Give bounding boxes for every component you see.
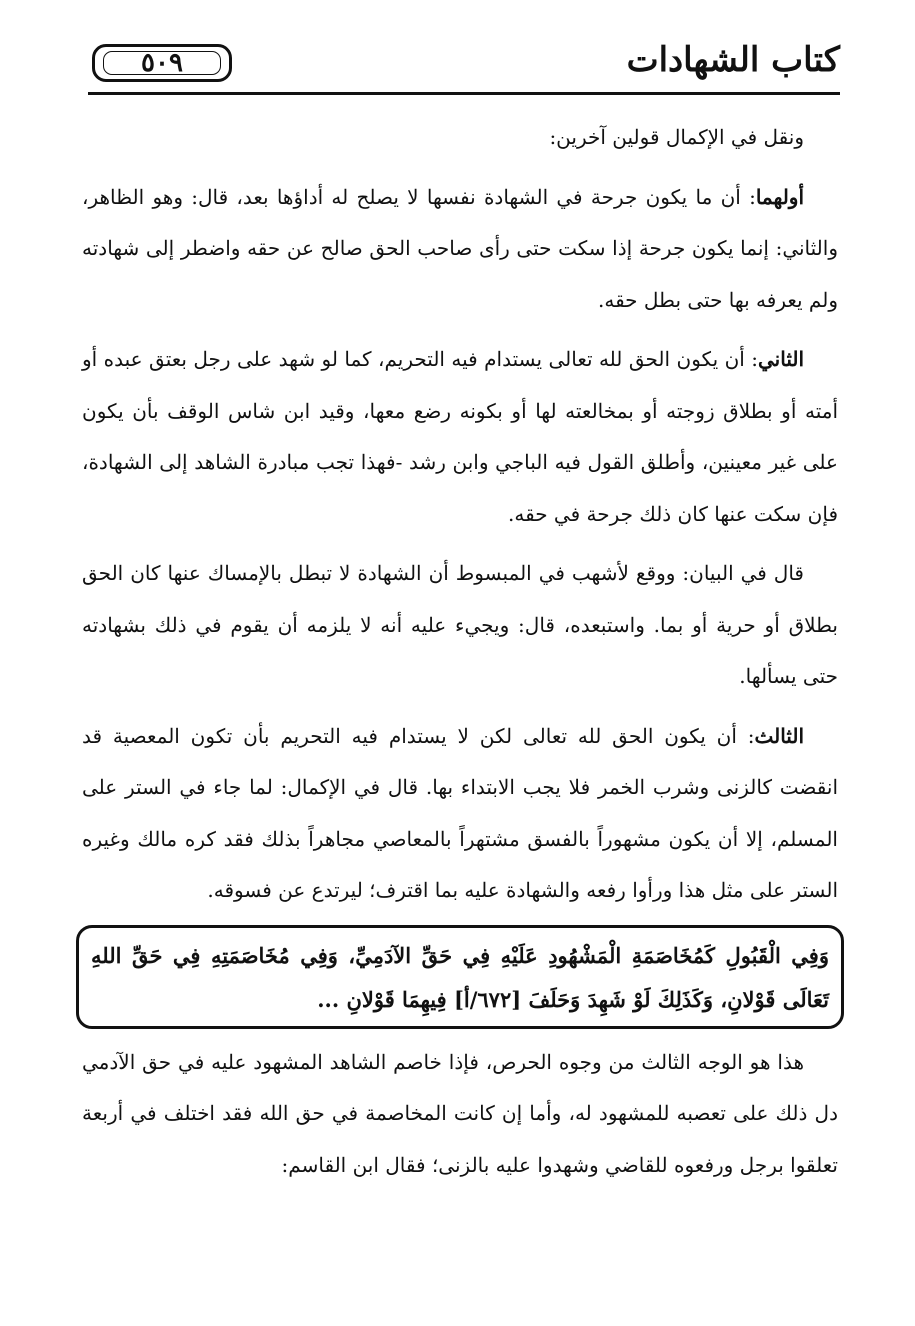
matn-box: [76, 925, 844, 1029]
paragraph-text: : أن يكون الحق لله تعالى لكن لا يستدام فيه التحريم بأن تكون المعصية قد انقضت كالزنى وشرب الخمر فلا يجب الابتداء بها. قال في الإكمال: لما جاء في الستر على المسلم، إلا أن يكون مشهوراً بالفسق مشتهراً بالمعاصي مجاهراً بذلك فقد كره مالك وغيره الستر على مثل هذا ورأوا رفعه والشهادة عليه بما اقترف؛ ليرتدع عن فسوقه.: [82, 723, 838, 902]
body-text: [82, 112, 838, 1199]
paragraph-text: ونقل في الإكمال قولين آخرين:: [549, 125, 804, 149]
paragraph-commentary: [82, 1037, 838, 1192]
paragraph-text: هذا هو الوجه الثالث من وجوه الحرص، فإذا خاصم الشاهد المشهود عليه في حق الآدمي دل ذلك على تعصبه للمشهود له، وأما إن كانت المخاصمة في حق الله فقد اختلف في أربعة تعلقوا برجل ورفعوه للقاضي وشهدوا عليه بالزنى؛ فقال ابن القاسم:: [82, 1049, 838, 1177]
matn-text: وَفِي الْقَبُولِ كَمُخَاصَمَةِ الْمَشْهُودِ عَلَيْهِ فِي حَقِّ الآدَمِيِّ، وَفِي مُخَاصَمَتِهِ فِي حَقِّ اللهِ تَعَالَى قَوْلانِ، وَكَذَلِكَ لَوْ شَهِدَ وَحَلَفَ [٦٧٢/أ] فِيهِمَا قَوْلانِ ...: [91, 942, 829, 1012]
page-number-inner-frame: [103, 51, 221, 75]
paragraph-lead: أولهما: [755, 184, 804, 209]
paragraph-first-opinion: [82, 172, 838, 327]
header-rule: [88, 92, 840, 95]
page-number: ٥٠٩: [141, 48, 183, 78]
paragraph-intro: [82, 112, 838, 164]
paragraph-text: : أن يكون الحق لله تعالى يستدام فيه التحريم، كما لو شهد على رجل بعتق عبده أو أمته أو بطلاق زوجته أو بمخالعته لها أو بكونه رضع معها، وقيد ابن شاس الوقف بأن يكون على غير معينين، وأطلق القول فيه الباجي وابن رشد -فهذا تجب مبادرة الشاهد إلى الشهادة، فإن سكت عنها كان ذلك جرحة في حقه.: [82, 347, 838, 526]
paragraph-text: قال في البيان: ووقع لأشهب في المبسوط أن الشهادة لا تبطل بالإمساك عنها كان الحق بطلاق أو حرية أو بما. واستبعده، قال: ويجيء عليه أنه لا يلزمه أن يقوم في ذلك بشهادته حتى يسألها.: [82, 561, 838, 688]
page-header: [88, 38, 840, 98]
paragraph-lead: الثاني: [757, 347, 804, 371]
paragraph-text: : أن ما يكون جرحة في الشهادة نفسها لا يصلح له أداؤها بعد، قال: وهو الظاهر، والثاني: إنما يكون جرحة إذا سكت حتى رأى صاحب الحق صالح عن حقه واضطر إلى شهادته ولم يعرفه بها حتى بطل حقه.: [82, 184, 838, 312]
paragraph-bayan-quote: [82, 548, 838, 703]
book-title: كتاب الشهادات: [626, 40, 840, 80]
page-number-frame: [92, 44, 232, 82]
paragraph-third-case: [82, 711, 838, 917]
paragraph-second-case: [82, 334, 838, 540]
paragraph-lead: الثالث: [754, 723, 804, 748]
